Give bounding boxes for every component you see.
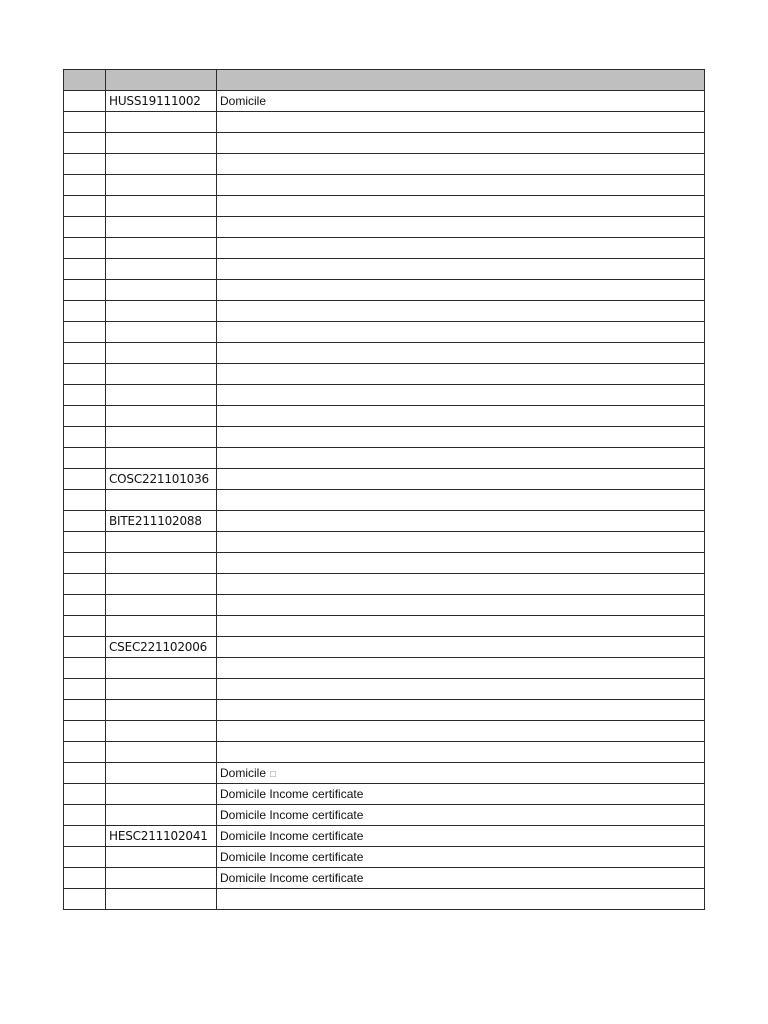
documents-text: Domicile Income certificate	[220, 829, 364, 843]
table-row	[64, 175, 705, 196]
table-row	[64, 301, 705, 322]
table-row	[64, 217, 705, 238]
table-row	[64, 889, 705, 910]
student-id-cell	[106, 343, 217, 364]
table-row	[64, 196, 705, 217]
table-row	[64, 868, 705, 889]
student-id-cell	[106, 658, 217, 679]
student-id-cell	[106, 490, 217, 511]
student-id-cell	[106, 301, 217, 322]
documents-cell	[217, 658, 705, 679]
table-row	[64, 532, 705, 553]
student-id-cell	[106, 763, 217, 784]
table-row	[64, 427, 705, 448]
student-id-cell	[106, 175, 217, 196]
serial-cell	[64, 427, 106, 448]
table-row	[64, 721, 705, 742]
student-id-cell	[106, 889, 217, 910]
serial-cell	[64, 889, 106, 910]
serial-cell	[64, 742, 106, 763]
table-row	[64, 133, 705, 154]
student-id-cell	[106, 427, 217, 448]
documents-cell	[217, 238, 705, 259]
student-id-cell	[106, 112, 217, 133]
student-id-cell	[106, 238, 217, 259]
student-id-cell	[106, 805, 217, 826]
documents-cell	[217, 616, 705, 637]
student-id-cell	[106, 322, 217, 343]
student-id-cell: HUSS19111002	[106, 91, 217, 112]
student-id-cell	[106, 448, 217, 469]
documents-cell	[217, 406, 705, 427]
serial-cell	[64, 553, 106, 574]
serial-cell	[64, 322, 106, 343]
documents-cell	[217, 784, 705, 805]
table-row	[64, 259, 705, 280]
student-id-cell	[106, 406, 217, 427]
table-row	[64, 112, 705, 133]
documents-text: Domicile	[220, 766, 267, 780]
student-id-cell	[106, 742, 217, 763]
serial-cell	[64, 595, 106, 616]
table-row	[64, 238, 705, 259]
documents-cell	[217, 826, 705, 847]
student-id-cell	[106, 700, 217, 721]
documents-cell	[217, 364, 705, 385]
documents-cell	[217, 490, 705, 511]
table-row	[64, 847, 705, 868]
documents-cell	[217, 574, 705, 595]
student-id-cell	[106, 616, 217, 637]
serial-cell	[64, 133, 106, 154]
header-cell-id	[106, 70, 217, 91]
table-row	[64, 448, 705, 469]
student-id-cell	[106, 196, 217, 217]
documents-cell	[217, 511, 705, 532]
student-id-cell	[106, 847, 217, 868]
documents-cell	[217, 343, 705, 364]
header-cell-serial	[64, 70, 106, 91]
serial-cell	[64, 637, 106, 658]
serial-cell	[64, 532, 106, 553]
documents-cell	[217, 112, 705, 133]
serial-cell	[64, 847, 106, 868]
student-id-cell	[106, 133, 217, 154]
documents-cell	[217, 868, 705, 889]
table-row	[64, 511, 705, 532]
table-row	[64, 154, 705, 175]
documents-cell	[217, 721, 705, 742]
serial-cell	[64, 385, 106, 406]
table-row	[64, 784, 705, 805]
serial-cell	[64, 511, 106, 532]
serial-cell	[64, 364, 106, 385]
serial-cell	[64, 574, 106, 595]
table-row	[64, 826, 705, 847]
documents-cell	[217, 532, 705, 553]
serial-cell	[64, 721, 106, 742]
documents-text: Domicile Income certificate	[220, 787, 364, 801]
serial-cell	[64, 175, 106, 196]
serial-cell	[64, 490, 106, 511]
student-id-cell	[106, 721, 217, 742]
table-row	[64, 679, 705, 700]
student-id-cell	[106, 784, 217, 805]
table-row	[64, 280, 705, 301]
serial-cell	[64, 679, 106, 700]
table-row	[64, 553, 705, 574]
serial-cell	[64, 784, 106, 805]
student-id-cell	[106, 217, 217, 238]
table-row	[64, 385, 705, 406]
table-row	[64, 91, 705, 112]
serial-cell	[64, 658, 106, 679]
serial-cell	[64, 826, 106, 847]
table-row	[64, 616, 705, 637]
header-cell-documents	[217, 70, 705, 91]
serial-cell	[64, 763, 106, 784]
documents-cell	[217, 175, 705, 196]
missing-glyph-box: □	[270, 769, 277, 780]
documents-cell	[217, 385, 705, 406]
serial-cell	[64, 259, 106, 280]
documents-cell	[217, 763, 705, 784]
student-id-cell	[106, 364, 217, 385]
documents-cell	[217, 133, 705, 154]
serial-cell	[64, 805, 106, 826]
student-id-cell: HESC211102041	[106, 826, 217, 847]
table-row	[64, 406, 705, 427]
table-row	[64, 595, 705, 616]
serial-cell	[64, 238, 106, 259]
documents-cell	[217, 889, 705, 910]
documents-cell	[217, 448, 705, 469]
serial-cell	[64, 196, 106, 217]
student-id-cell	[106, 280, 217, 301]
documents-cell	[217, 259, 705, 280]
documents-cell	[217, 637, 705, 658]
documents-cell	[217, 91, 705, 112]
table-row	[64, 700, 705, 721]
documents-cell	[217, 847, 705, 868]
table-body	[64, 91, 705, 910]
table-row	[64, 742, 705, 763]
documents-cell	[217, 280, 705, 301]
student-id-cell	[106, 574, 217, 595]
serial-cell	[64, 406, 106, 427]
serial-cell	[64, 154, 106, 175]
documents-text: Domicile Income certificate	[220, 808, 364, 822]
student-id-cell	[106, 679, 217, 700]
student-id-cell: BITE211102088	[106, 511, 217, 532]
documents-cell	[217, 154, 705, 175]
student-id-cell: CSEC221102006	[106, 637, 217, 658]
documents-cell	[217, 679, 705, 700]
serial-cell	[64, 700, 106, 721]
serial-cell	[64, 343, 106, 364]
table-row	[64, 322, 705, 343]
serial-cell	[64, 448, 106, 469]
documents-text: Domicile Income certificate	[220, 850, 364, 864]
student-id-cell	[106, 154, 217, 175]
student-id-cell	[106, 868, 217, 889]
serial-cell	[64, 469, 106, 490]
table-row	[64, 658, 705, 679]
table-row	[64, 364, 705, 385]
table-row	[64, 343, 705, 364]
student-id-cell	[106, 532, 217, 553]
student-id-cell: COSC221101036	[106, 469, 217, 490]
table-row	[64, 469, 705, 490]
serial-cell	[64, 280, 106, 301]
table-row	[64, 763, 705, 784]
serial-cell	[64, 112, 106, 133]
documents-cell	[217, 427, 705, 448]
documents-cell	[217, 469, 705, 490]
student-id-cell	[106, 259, 217, 280]
serial-cell	[64, 91, 106, 112]
serial-cell	[64, 217, 106, 238]
documents-cell	[217, 805, 705, 826]
documents-cell	[217, 301, 705, 322]
documents-text: Domicile Income certificate	[220, 871, 364, 885]
serial-cell	[64, 868, 106, 889]
serial-cell	[64, 301, 106, 322]
documents-cell	[217, 322, 705, 343]
documents-cell	[217, 595, 705, 616]
table-row	[64, 805, 705, 826]
documents-cell	[217, 742, 705, 763]
student-id-cell	[106, 553, 217, 574]
serial-cell	[64, 616, 106, 637]
spreadsheet-table	[63, 69, 705, 910]
documents-cell	[217, 553, 705, 574]
student-id-cell	[106, 595, 217, 616]
table-row	[64, 637, 705, 658]
documents-cell	[217, 196, 705, 217]
header-row	[64, 70, 705, 91]
table-row	[64, 490, 705, 511]
student-id-cell	[106, 385, 217, 406]
documents-text: Domicile	[220, 94, 267, 108]
documents-cell	[217, 700, 705, 721]
documents-cell	[217, 217, 705, 238]
table-row	[64, 574, 705, 595]
